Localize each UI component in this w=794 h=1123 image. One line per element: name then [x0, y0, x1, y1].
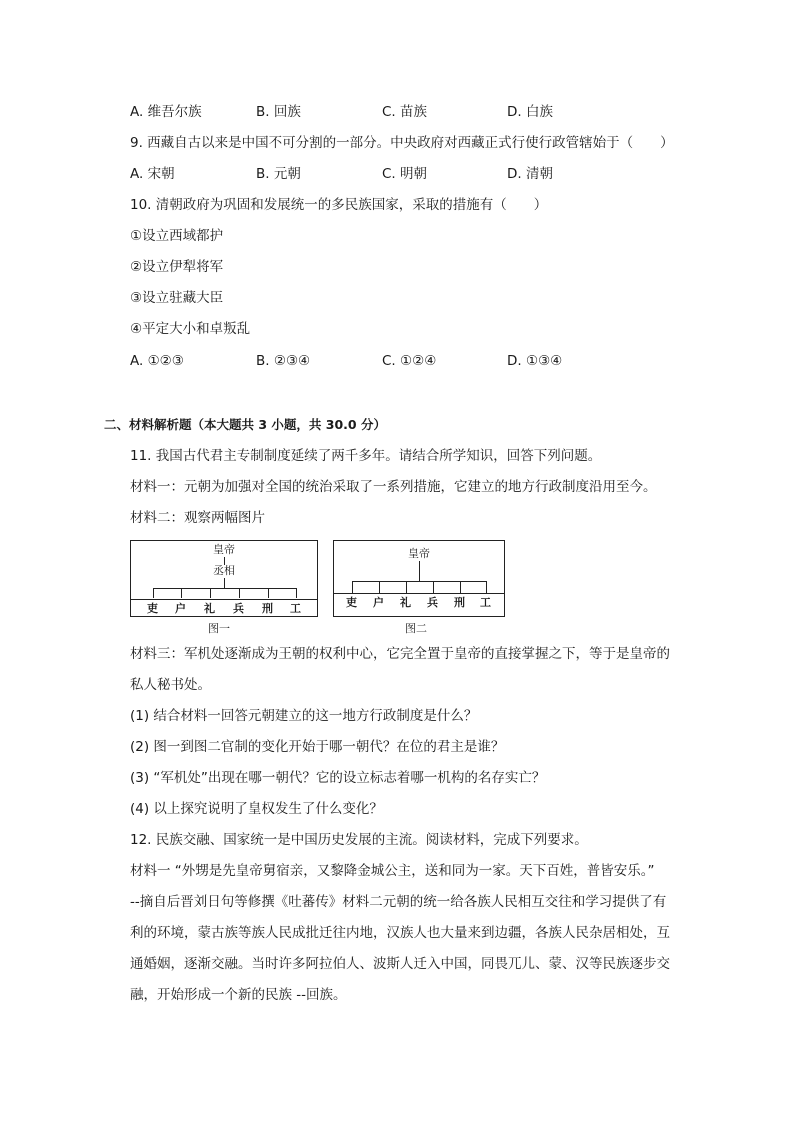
- fig1-emperor: 皇帝: [213, 543, 235, 556]
- q9-option-a: A. 宋朝: [130, 166, 175, 182]
- fig1-dept-li: 吏: [147, 602, 158, 615]
- fig1-dept-hu: 户: [175, 602, 186, 615]
- fig2-dept-li: 吏: [346, 596, 357, 609]
- q11-sub-question-3: (3) “军机处”出现在哪一朝代？它的设立标志着哪一机构的名存实亡？: [130, 770, 546, 786]
- fig2-dept-hu: 户: [373, 596, 384, 609]
- fig1-dept-gong: 工: [290, 602, 301, 615]
- q12-line-1: 材料一 “外甥是先皇帝舅宿亲，又黎降金城公主，送和同为一家。天下百姓，普皆安乐。”: [130, 863, 655, 879]
- q12-line-4: 通婚姻，逐渐交融。当时许多阿拉伯人、波斯人迁入中国，同畏兀儿、蒙、汉等民族逐步交: [130, 956, 670, 972]
- q10-option-a: A. ①②③: [130, 353, 184, 369]
- q8-option-a: A. 维吾尔族: [130, 104, 202, 120]
- q8-option-d: D. 白族: [507, 104, 553, 120]
- q11-sub-question-4: (4) 以上探究说明了皇权发生了什么变化？: [130, 801, 383, 817]
- figure-2-caption: 图二: [405, 622, 427, 635]
- q10-item-1: ①设立西域都护: [130, 228, 224, 244]
- fig2-emperor: 皇帝: [408, 547, 430, 560]
- q10-option-c: C. ①②④: [382, 353, 437, 369]
- figure-1-caption: 图一: [208, 622, 230, 635]
- q8-option-b: B. 回族: [256, 104, 301, 120]
- figure-2-diagram: [333, 540, 505, 617]
- fig2-dept-xing: 刑: [454, 596, 465, 609]
- q9-stem: 9. 西藏自古以来是中国不可分割的一部分。中央政府对西藏正式行使行政管辖始于（ ）: [130, 135, 674, 151]
- fig2-dept-bing: 兵: [427, 596, 438, 609]
- fig1-chancellor: 丞相: [213, 564, 235, 577]
- fig2-dept-li-rites: 礼: [400, 596, 411, 609]
- q9-option-d: D. 清朝: [507, 166, 553, 182]
- q11-sub-question-2: (2) 图一到图二官制的变化开始于哪一朝代？在位的君主是谁？: [130, 739, 505, 755]
- q10-stem: 10. 清朝政府为巩固和发展统一的多民族国家，采取的措施有（ ）: [130, 197, 548, 213]
- section-2-title: 二、材料解析题（本大题共 3 小题，共 30.0 分）: [104, 417, 386, 432]
- q11-sub-question-1: (1) 结合材料一回答元朝建立的这一地方行政制度是什么？: [130, 708, 478, 724]
- q10-item-3: ③设立驻藏大臣: [130, 290, 224, 306]
- q12-line-3: 利的环境，蒙古族等族人民成批迁往内地，汉族人也大量来到边疆，各族人民杂居相处，互: [130, 925, 670, 941]
- q11-material-3-line-1: 材料三：军机处逐渐成为王朝的权利中心，它完全置于皇帝的直接掌握之下，等于是皇帝的: [130, 646, 670, 662]
- fig2-dept-gong: 工: [480, 596, 491, 609]
- q11-material-3-line-2: 私人秘书处。: [130, 677, 211, 693]
- fig1-dept-li-rites: 礼: [204, 602, 215, 615]
- q10-option-d: D. ①③④: [507, 353, 563, 369]
- figure-1-diagram: [130, 540, 318, 617]
- q10-item-2: ②设立伊犁将军: [130, 259, 224, 275]
- q9-option-c: C. 明朝: [382, 166, 428, 182]
- q10-option-b: B. ②③④: [256, 353, 311, 369]
- q11-material-1: 材料一：元朝为加强对全国的统治采取了一系列措施，它建立的地方行政制度沿用至今。: [130, 479, 657, 495]
- q9-option-b: B. 元朝: [256, 166, 301, 182]
- q8-option-c: C. 苗族: [382, 104, 428, 120]
- q12-line-5: 融，开始形成一个新的民族 --回族。: [130, 987, 347, 1003]
- q11-stem: 11. 我国古代君主专制制度延续了两千多年。请结合所学知识，回答下列问题。: [130, 448, 602, 464]
- q10-item-4: ④平定大小和卓叛乱: [130, 321, 251, 337]
- fig1-dept-bing: 兵: [233, 602, 244, 615]
- fig1-dept-xing: 刑: [262, 602, 273, 615]
- q12-line-2: --摘自后晋刘日句等修撰《吐蕃传》材料二元朝的统一给各族人民相互交往和学习提供了有: [130, 894, 667, 910]
- q11-material-2: 材料二：观察两幅图片: [130, 510, 265, 526]
- q12-stem: 12. 民族交融、国家统一是中国历史发展的主流。阅读材料，完成下列要求。: [130, 832, 588, 848]
